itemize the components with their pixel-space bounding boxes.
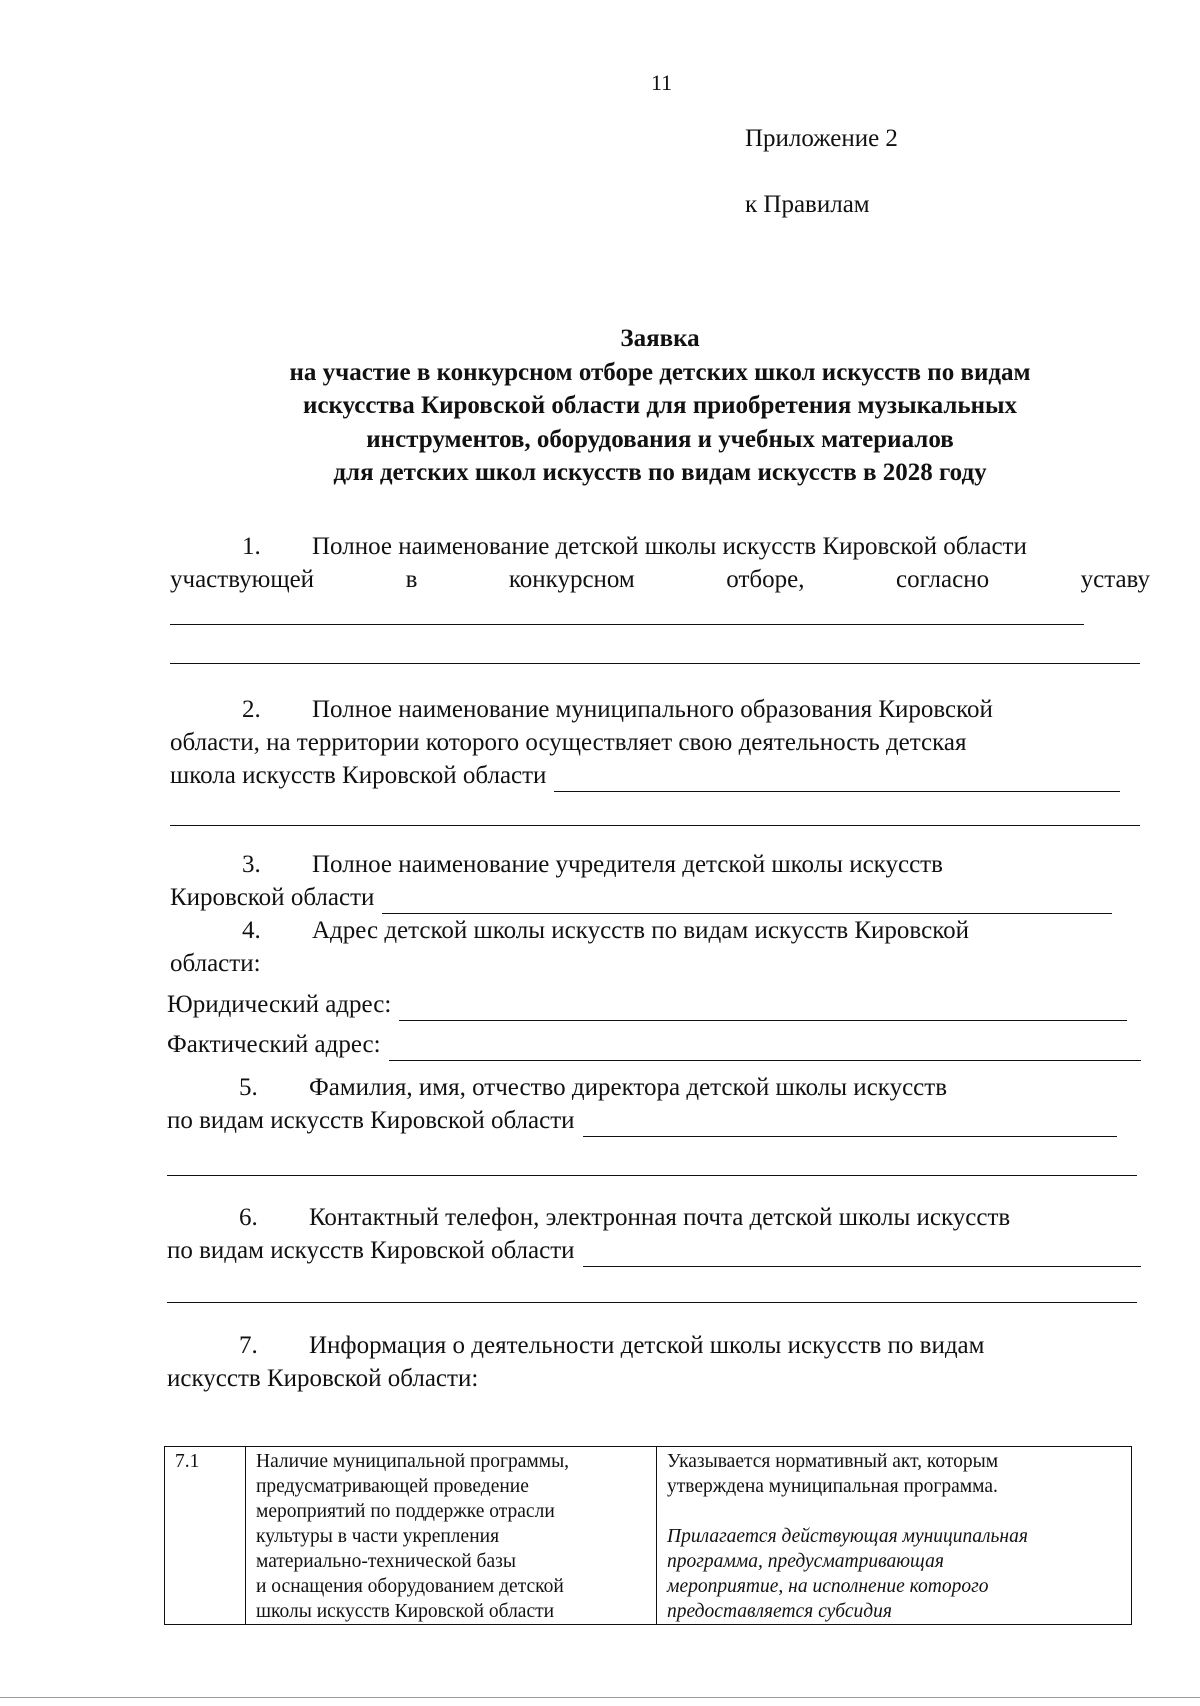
cell-line: материально-технической базы bbox=[256, 1551, 516, 1572]
title-line: искусства Кировской области для приобретения музыкальных bbox=[302, 392, 1017, 419]
cell-line: Наличие муниципальной программы, bbox=[256, 1451, 570, 1472]
cell-line: и оснащения оборудованием детской bbox=[256, 1576, 564, 1597]
document-title bbox=[170, 322, 1150, 490]
appendix-rules: к Правилам bbox=[745, 191, 870, 218]
item-number: 5. bbox=[239, 1074, 258, 1101]
municipality-field-2[interactable] bbox=[170, 825, 1140, 826]
item-text: Полное наименование детской школы искусств Кировской области bbox=[312, 533, 1027, 560]
word: в bbox=[405, 566, 418, 593]
page-edge bbox=[0, 1697, 1200, 1698]
item-text: Полное наименование муниципального образования Кировской bbox=[312, 696, 993, 723]
item-text: школа искусств Кировской области bbox=[170, 762, 547, 789]
founder-field[interactable] bbox=[382, 889, 1112, 914]
actual-address-label: Фактический адрес: bbox=[167, 1031, 381, 1058]
cell-line: культуры в части укрепления bbox=[256, 1526, 500, 1547]
appendix-label: Приложение 2 bbox=[745, 125, 898, 152]
row-number: 7.1 bbox=[165, 1447, 246, 1625]
item-2 bbox=[170, 693, 1150, 792]
item-text: Фамилия, имя, отчество директора детской школы искусств bbox=[309, 1074, 948, 1101]
cell-line: предоставляется субсидия bbox=[667, 1601, 892, 1622]
legal-address-label: Юридический адрес: bbox=[167, 991, 392, 1018]
item-1-words bbox=[170, 563, 1150, 596]
item-number: 1. bbox=[242, 533, 261, 560]
cell-line: мероприятий по поддержке отрасли bbox=[256, 1501, 555, 1522]
actual-address-row bbox=[167, 1028, 1147, 1061]
title-line: Заявка bbox=[620, 325, 700, 352]
item-text: по видам искусств Кировской области bbox=[167, 1237, 575, 1264]
item-1 bbox=[170, 530, 1150, 596]
activity-table bbox=[164, 1446, 1132, 1625]
item-text: Кировской области bbox=[170, 884, 375, 911]
page-number: 11 bbox=[651, 70, 673, 95]
item-text: искусств Кировской области: bbox=[167, 1365, 479, 1392]
item-number: 2. bbox=[242, 696, 261, 723]
item-number: 7. bbox=[239, 1332, 258, 1359]
word: согласно bbox=[895, 566, 990, 593]
item-3 bbox=[170, 848, 1150, 914]
cell-line: предусматривающей проведение bbox=[256, 1476, 529, 1497]
word: участвующей bbox=[170, 566, 315, 593]
director-field-2[interactable] bbox=[167, 1175, 1137, 1176]
legal-address-field[interactable] bbox=[399, 996, 1127, 1021]
criterion-cell bbox=[246, 1447, 657, 1625]
title-line: инструментов, оборудования и учебных материалов bbox=[366, 425, 954, 453]
requirement-cell bbox=[657, 1447, 1132, 1625]
word: конкурсном bbox=[508, 566, 635, 593]
legal-address-row bbox=[167, 988, 1147, 1021]
cell-line: утверждена муниципальная программа. bbox=[667, 1476, 998, 1497]
item-7 bbox=[167, 1329, 1147, 1395]
cell-line: Указывается нормативный акт, которым bbox=[667, 1451, 999, 1472]
item-text: области, на территории которого осуществляет свою деятельность детская bbox=[170, 729, 967, 756]
item-text: по видам искусств Кировской области bbox=[167, 1107, 575, 1134]
item-text: Контактный телефон, электронная почта детской школы искусств bbox=[309, 1204, 1011, 1231]
school-name-field[interactable] bbox=[170, 624, 1084, 625]
item-number: 3. bbox=[242, 851, 261, 878]
school-name-field-2[interactable] bbox=[170, 663, 1140, 664]
title-line: на участие в конкурсном отборе детских школ искусств по видам bbox=[289, 358, 1031, 386]
contact-field-2[interactable] bbox=[167, 1302, 1137, 1303]
actual-address-field[interactable] bbox=[389, 1036, 1141, 1061]
cell-line: программа, предусматривающая bbox=[667, 1551, 944, 1572]
contact-field[interactable] bbox=[583, 1242, 1141, 1267]
item-number: 6. bbox=[239, 1204, 258, 1231]
item-text: области: bbox=[170, 950, 261, 977]
item-text: Адрес детской школы искусств по видам искусств Кировской bbox=[312, 917, 969, 944]
item-5 bbox=[167, 1071, 1147, 1137]
word: уставу bbox=[1080, 566, 1150, 593]
item-text: Полное наименование учредителя детской школы искусств bbox=[312, 851, 943, 878]
cell-line: мероприятие, на исполнение которого bbox=[667, 1576, 989, 1597]
item-text: Информация о деятельности детской школы искусств по видам bbox=[309, 1332, 985, 1359]
table-row bbox=[165, 1447, 1132, 1625]
municipality-field[interactable] bbox=[554, 767, 1120, 792]
director-field[interactable] bbox=[583, 1112, 1117, 1137]
item-4 bbox=[170, 914, 1150, 980]
cell-line: Прилагается действующая муниципальная bbox=[667, 1526, 1028, 1547]
word: отборе, bbox=[726, 566, 805, 593]
item-number: 4. bbox=[242, 917, 261, 944]
item-6 bbox=[167, 1201, 1147, 1267]
title-line: для детских школ искусств по видам искусств в 2028 году bbox=[333, 459, 987, 486]
cell-line: школы искусств Кировской области bbox=[256, 1601, 555, 1622]
